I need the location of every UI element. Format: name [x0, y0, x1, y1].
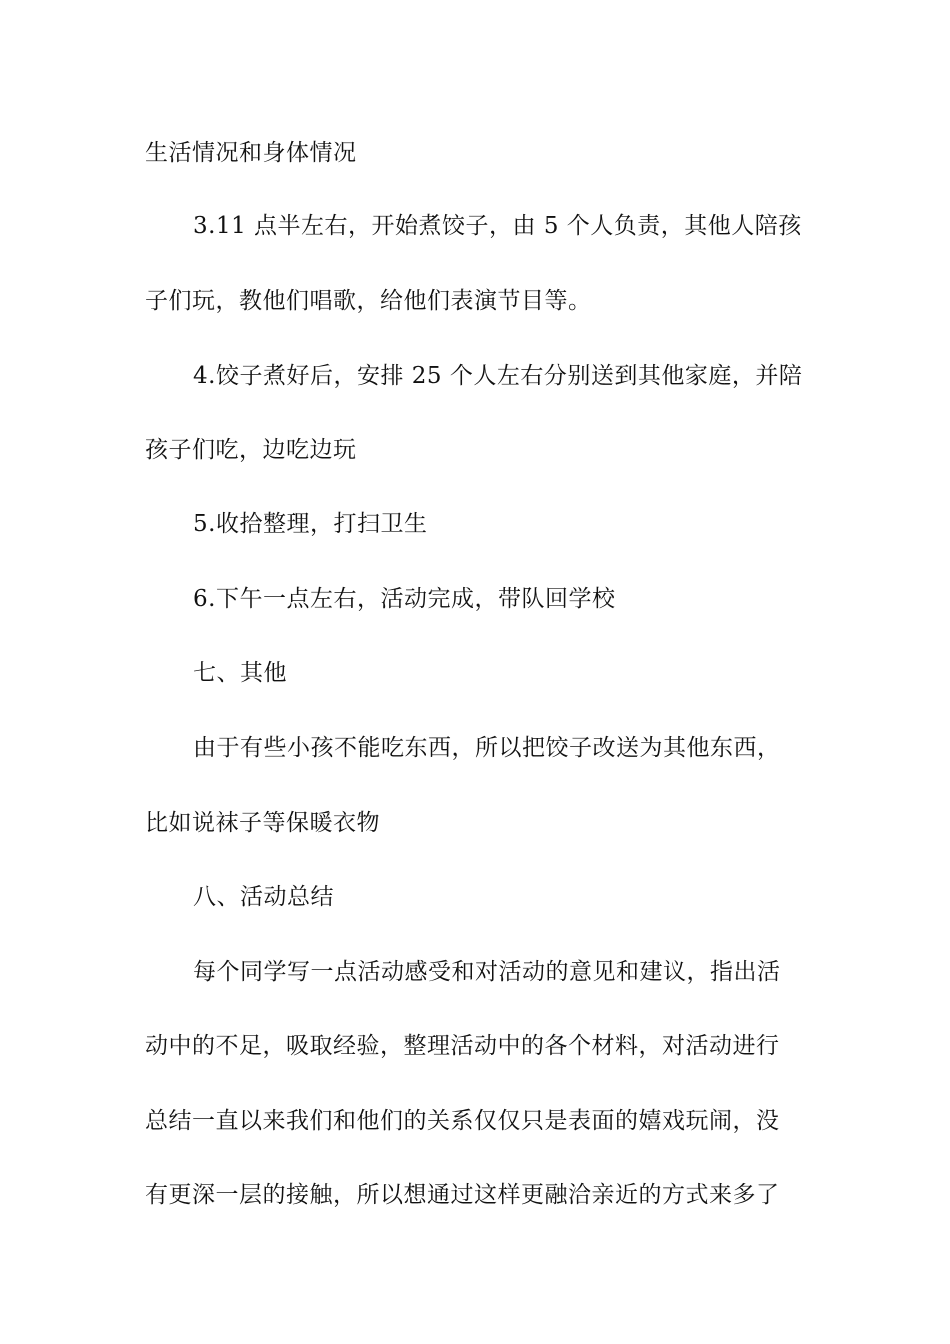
text-line-3: 子们玩，教他们唱歌，给他们表演节目等。: [145, 288, 592, 314]
text-line-6: 5.收拾整理，打扫卫生: [193, 511, 428, 537]
section-heading-other: 七、其他: [193, 660, 287, 686]
text-line-9: 由于有些小孩不能吃东西，所以把饺子改送为其他东西，: [193, 735, 781, 761]
text-line-13: 动中的不足，吸取经验，整理活动中的各个材料，对活动进行: [145, 1033, 780, 1059]
text-line-14: 总结一直以来我们和他们的关系仅仅只是表面的嬉戏玩闹，没: [145, 1108, 780, 1134]
text-line-7: 6.下午一点左右，活动完成，带队回学校: [193, 586, 616, 612]
text-line-12: 每个同学写一点活动感受和对活动的意见和建议，指出活: [193, 959, 781, 985]
text-line-5: 孩子们吃，边吃边玩: [145, 437, 357, 463]
text-line-10: 比如说袜子等保暖衣物: [145, 810, 380, 836]
section-heading-summary: 八、活动总结: [193, 884, 334, 910]
text-line-2: 3.11 点半左右，开始煮饺子，由 5 个人负责，其他人陪孩: [193, 213, 802, 239]
text-line-1: 生活情况和身体情况: [145, 140, 357, 166]
text-line-15: 有更深一层的接触，所以想通过这样更融洽亲近的方式来多了: [145, 1182, 780, 1208]
text-line-4: 4.饺子煮好后，安排 25 个人左右分别送到其他家庭，并陪: [193, 363, 803, 389]
